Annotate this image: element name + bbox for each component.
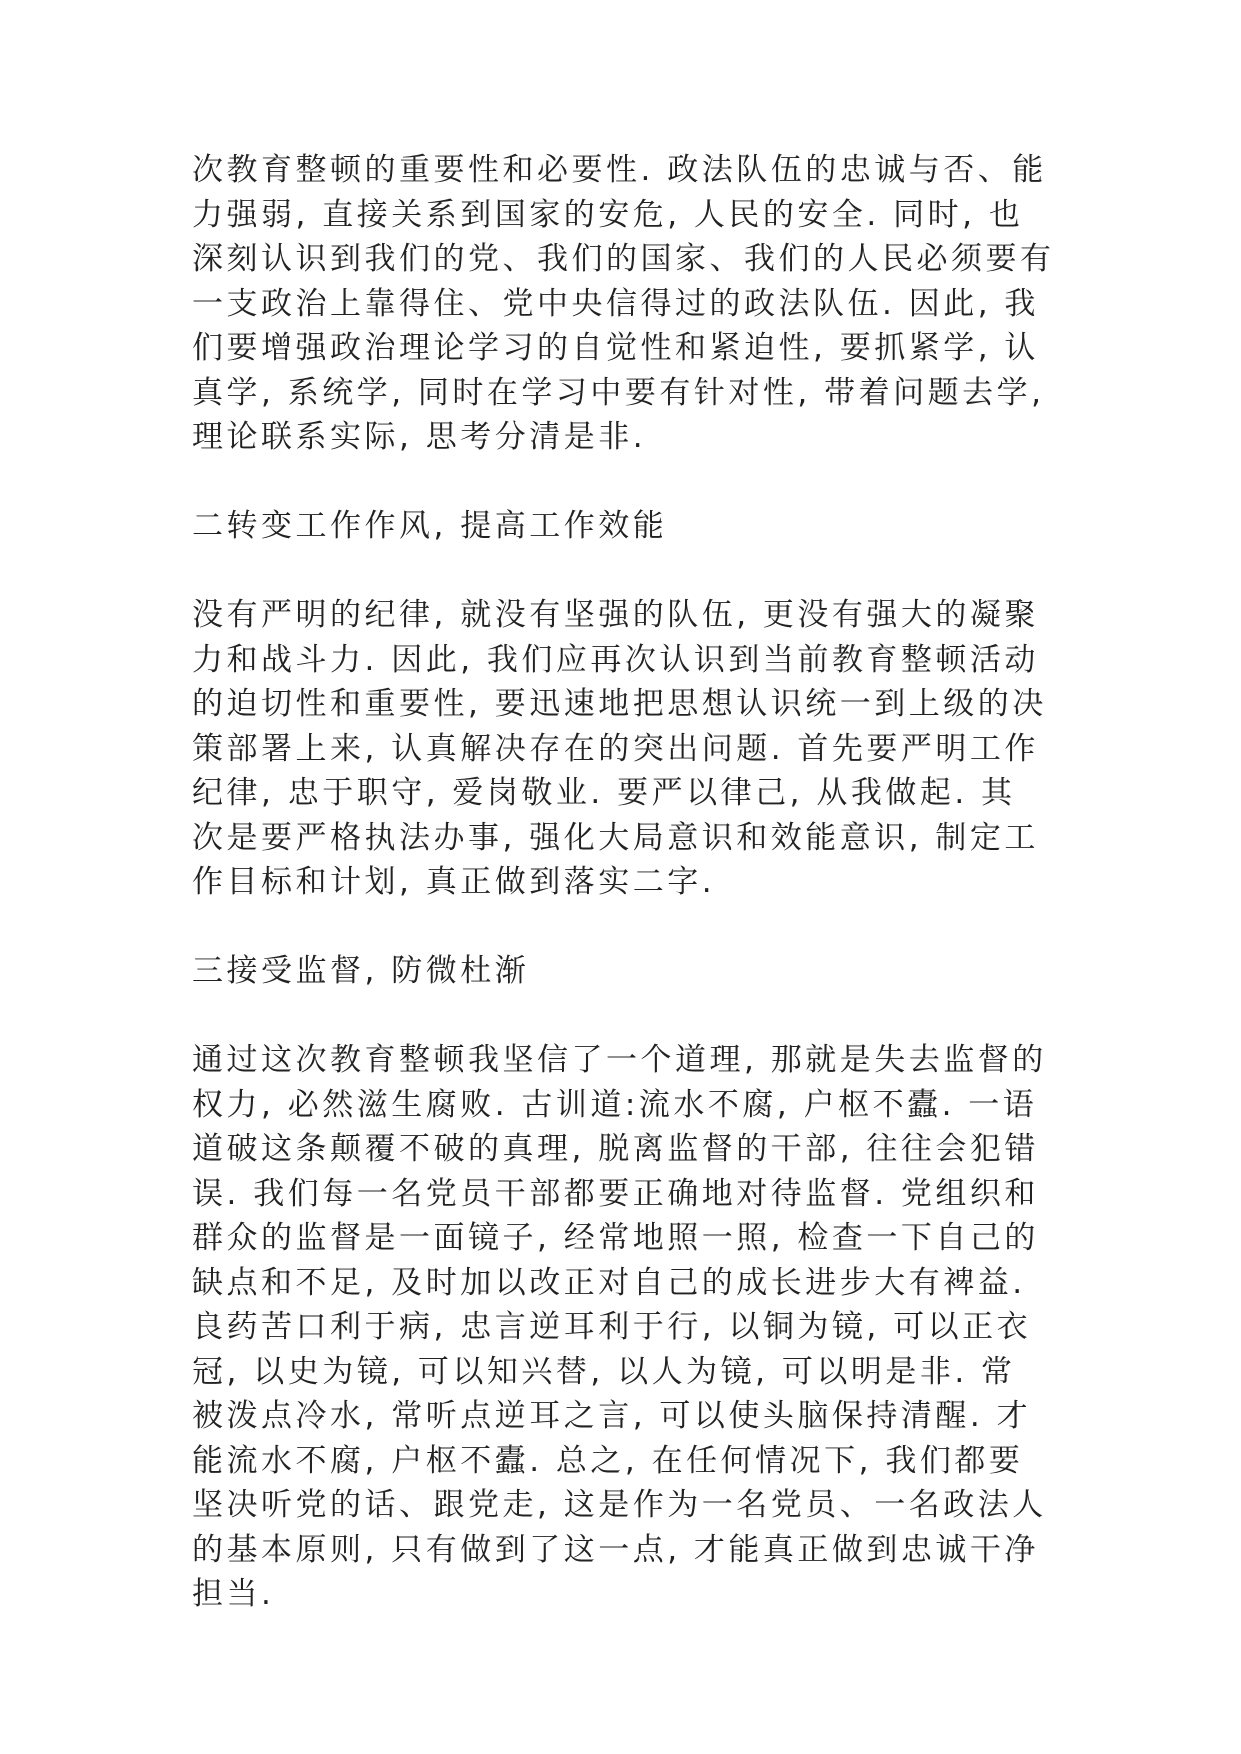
- paragraph-spacer: [192, 460, 1052, 505]
- text-line: 冠, 以史为镜, 可以知兴替, 以人为镜, 可以明是非. 常: [192, 1353, 1016, 1390]
- text-line: 力和战斗力. 因此, 我们应再次认识到当前教育整顿活动: [192, 641, 1039, 678]
- text-line: 良药苦口利于病, 忠言逆耳利于行, 以铜为镜, 可以正衣: [192, 1309, 1032, 1345]
- text-line: 群众的监督是一面镜子, 经常地照一照, 检查一下自己的: [192, 1220, 1039, 1256]
- text-line: 深刻认识到我们的党、我们的国家、我们的人民必须要有: [192, 241, 1055, 277]
- text-line: 理论联系实际, 思考分清是非.: [192, 419, 647, 455]
- paragraph-spacer: [192, 994, 1052, 1039]
- paragraph-2: [192, 593, 1052, 905]
- document-page: [192, 148, 1055, 1617]
- text-line: 纪律, 忠于职守, 爱岗敬业. 要严以律己, 从我做起. 其: [192, 775, 1016, 811]
- text-line: 真学, 系统学, 同时在学习中要有针对性, 带着问题去学,: [192, 374, 1045, 411]
- text-line: 次是要严格执法办事, 强化大局意识和效能意识, 制定工: [192, 819, 1039, 856]
- text-line: 力强弱, 直接关系到国家的安危, 人民的安全. 同时, 也: [192, 196, 1024, 233]
- text-line: 能流水不腐, 户枢不蠹. 总之, 在任何情况下, 我们都要: [192, 1442, 1024, 1479]
- text-line: 通过这次教育整顿我坚信了一个道理, 那就是失去监督的: [192, 1042, 1047, 1078]
- text-line: 们要增强政治理论学习的自觉性和紧迫性, 要抓紧学, 认: [192, 330, 1039, 366]
- text-line: 作目标和计划, 真正做到落实二字.: [192, 864, 716, 900]
- text-line: 一支政治上靠得住、党中央信得过的政法队伍. 因此, 我: [192, 285, 1039, 322]
- text-line: 策部署上来, 认真解决存在的突出问题. 首先要严明工作: [192, 730, 1039, 767]
- text-line: 没有严明的纪律, 就没有坚强的队伍, 更没有强大的凝聚: [192, 597, 1039, 633]
- paragraph-3: [192, 1038, 1052, 1617]
- text-line: 缺点和不足, 及时加以改正对自己的成长进步大有裨益.: [192, 1264, 1026, 1301]
- section-heading-2: 二转变工作作风, 提高工作效能: [192, 508, 668, 544]
- paragraph-1: [192, 148, 1055, 460]
- text-line: 被泼点冷水, 常听点逆耳之言, 可以使头脑保持清醒. 才: [192, 1398, 1032, 1434]
- text-line: 误. 我们每一名党员干部都要正确地对待监督. 党组织和: [192, 1175, 1039, 1212]
- text-line: 权力, 必然滋生腐败. 古训道:流水不腐, 户枢不蠹. 一语: [192, 1086, 1038, 1123]
- text-line: 的基本原则, 只有做到了这一点, 才能真正做到忠诚干净: [192, 1531, 1039, 1568]
- text-line: 道破这条颠覆不破的真理, 脱离监督的干部, 往往会犯错: [192, 1131, 1039, 1167]
- text-line: 次教育整顿的重要性和必要性. 政法队伍的忠诚与否、能: [192, 152, 1047, 188]
- paragraph-spacer: [192, 549, 1052, 594]
- text-line: 坚决听党的话、跟党走, 这是作为一名党员、一名政法人: [192, 1487, 1047, 1523]
- paragraph-spacer: [192, 905, 1052, 950]
- section-heading-3: 三接受监督, 防微杜渐: [192, 953, 530, 989]
- text-line: 的迫切性和重要性, 要迅速地把思想认识统一到上级的决: [192, 686, 1047, 722]
- text-line: 担当.: [192, 1576, 275, 1612]
